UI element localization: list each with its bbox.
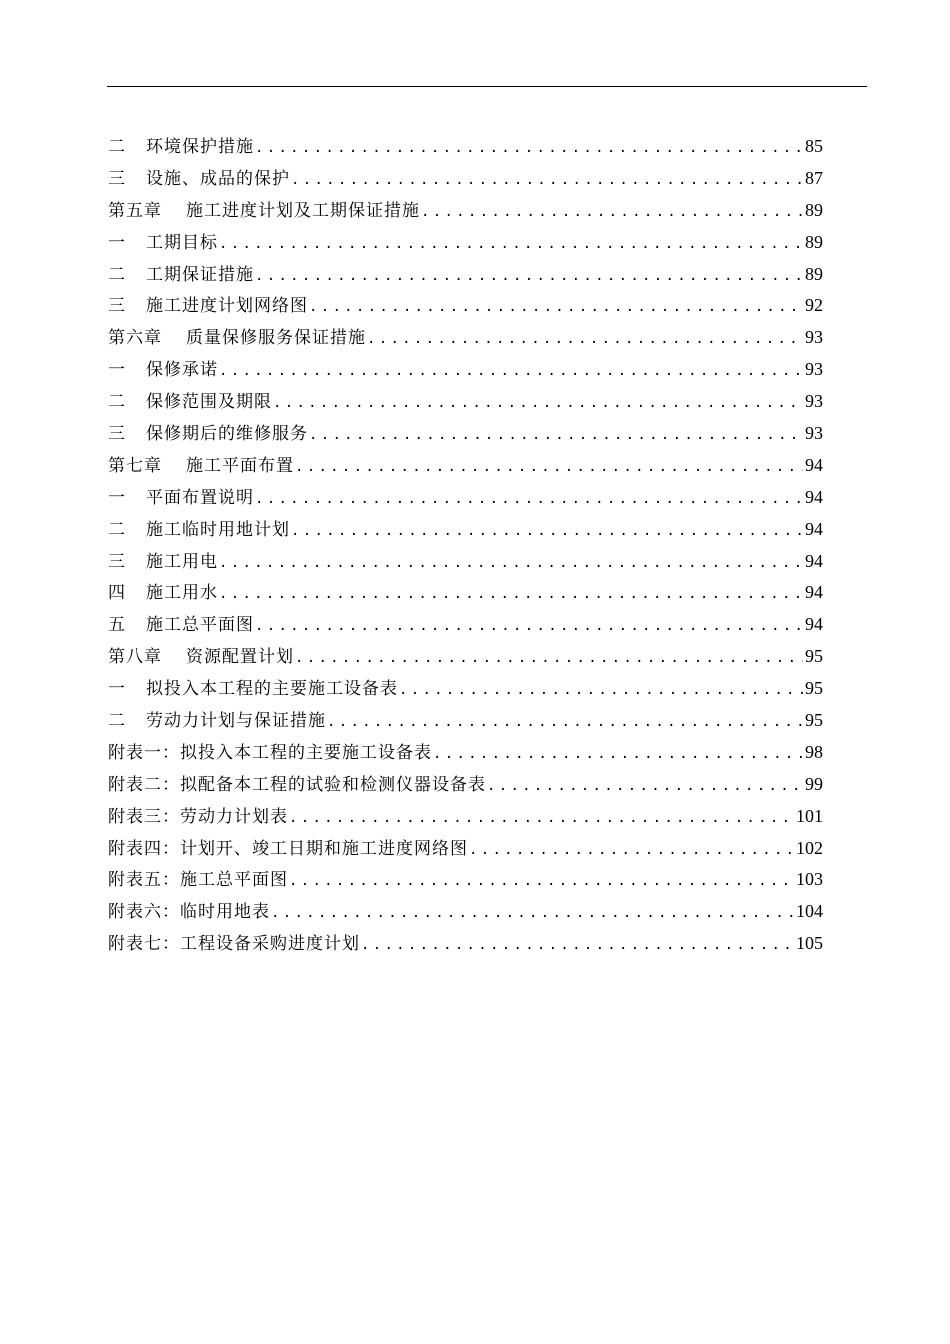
toc-number: 三 <box>108 296 126 317</box>
toc-page-number: 99 <box>805 773 823 794</box>
toc-leader-dots <box>295 452 803 482</box>
toc-leader-dots <box>421 197 803 227</box>
toc-page-number: 95 <box>805 710 823 731</box>
toc-chapter: 第五章 <box>108 200 162 221</box>
toc-page-number: 103 <box>796 869 823 890</box>
toc-leader-dots <box>309 292 803 322</box>
toc-leader-dots <box>219 356 803 386</box>
toc-number: 二 <box>108 264 126 285</box>
toc-chapter: 第八章 <box>108 647 162 668</box>
toc-entry[interactable] <box>108 482 823 514</box>
toc-page-number: 89 <box>805 231 823 252</box>
toc-leader-dots <box>399 675 803 705</box>
toc-title: 施工用电 <box>146 551 218 572</box>
toc-entry[interactable] <box>108 673 823 705</box>
toc-leader-dots <box>487 771 803 801</box>
toc-number: 四 <box>108 583 126 604</box>
toc-entry[interactable] <box>108 354 823 386</box>
toc-number: 一 <box>108 487 126 508</box>
toc-page-number: 89 <box>805 199 823 220</box>
toc-title: 平面布置说明 <box>146 487 254 508</box>
toc-label <box>108 164 290 195</box>
toc-entry[interactable] <box>108 609 823 641</box>
toc-leader-dots <box>255 261 803 291</box>
toc-appendix-entry[interactable] <box>108 769 823 801</box>
toc-leader-dots <box>361 930 794 960</box>
toc-number: 三 <box>108 551 126 572</box>
toc-entry[interactable] <box>108 290 823 322</box>
toc-label <box>108 578 218 609</box>
toc-label <box>108 706 326 737</box>
toc-leader-dots <box>273 388 803 418</box>
toc-entry[interactable] <box>108 514 823 546</box>
toc-title: 附表四：计划开、竣工日期和施工进度网络图 <box>108 838 468 859</box>
toc-page-number: 94 <box>805 550 823 571</box>
toc-title: 保修期后的维修服务 <box>146 424 308 445</box>
toc-number: 一 <box>108 679 126 700</box>
toc-chapter-entry[interactable] <box>108 641 823 673</box>
toc-page-number: 98 <box>805 741 823 762</box>
toc-page-number: 102 <box>796 837 823 858</box>
toc-page-number: 85 <box>805 136 823 156</box>
toc-label <box>108 419 308 450</box>
toc-page-number: 104 <box>796 901 823 922</box>
toc-number: 三 <box>108 424 126 445</box>
toc-appendix-entry[interactable] <box>108 801 823 833</box>
toc-leader-dots <box>291 516 803 546</box>
toc-number: 二 <box>108 711 126 732</box>
toc-page-number: 95 <box>805 678 823 699</box>
toc-page-number: 94 <box>805 582 823 603</box>
toc-page-number: 93 <box>805 327 823 348</box>
toc-leader-dots <box>255 484 803 514</box>
toc-label <box>108 196 420 227</box>
toc-page-number: 94 <box>805 614 823 635</box>
toc-title: 附表二：拟配备本工程的试验和检测仪器设备表 <box>108 774 486 795</box>
toc-entry[interactable] <box>108 259 823 291</box>
toc-title: 施工用水 <box>146 583 218 604</box>
toc-label <box>108 291 308 322</box>
header-rule <box>107 86 867 87</box>
toc-label <box>108 547 218 578</box>
toc-leader-dots <box>469 835 794 865</box>
toc-title: 保修范围及期限 <box>146 392 272 413</box>
toc-entry[interactable] <box>108 546 823 578</box>
toc-entry[interactable] <box>108 163 823 195</box>
toc-title: 施工进度计划网络图 <box>146 296 308 317</box>
toc-leader-dots <box>367 324 803 354</box>
toc-page-number: 87 <box>805 167 823 188</box>
toc-title: 施工平面布置 <box>186 455 294 476</box>
toc-number: 一 <box>108 360 126 381</box>
table-of-contents <box>108 131 823 960</box>
toc-entry[interactable] <box>108 131 823 163</box>
toc-leader-dots <box>289 866 794 896</box>
toc-title: 施工进度计划及工期保证措施 <box>186 200 420 221</box>
toc-page-number: 95 <box>805 646 823 667</box>
toc-page-number: 105 <box>796 933 823 954</box>
toc-title: 附表七：工程设备采购进度计划 <box>108 934 360 955</box>
toc-chapter: 第六章 <box>108 328 162 349</box>
toc-leader-dots <box>255 611 803 641</box>
toc-title: 附表三：劳动力计划表 <box>108 806 288 827</box>
toc-title: 附表五：施工总平面图 <box>108 870 288 891</box>
toc-title: 资源配置计划 <box>186 647 294 668</box>
toc-label <box>108 483 254 514</box>
toc-label <box>108 323 366 354</box>
toc-label <box>108 610 254 641</box>
toc-leader-dots <box>309 420 803 450</box>
toc-leader-dots <box>327 707 803 737</box>
toc-page-number: 94 <box>805 518 823 539</box>
toc-page-number: 93 <box>805 359 823 380</box>
toc-page-number: 93 <box>805 391 823 412</box>
toc-entry[interactable] <box>108 705 823 737</box>
toc-page-number: 94 <box>805 454 823 475</box>
toc-title: 劳动力计划与保证措施 <box>146 711 326 732</box>
toc-appendix-entry[interactable] <box>108 833 823 865</box>
toc-leader-dots <box>219 548 803 578</box>
toc-label <box>108 228 218 259</box>
toc-number: 二 <box>108 137 126 157</box>
toc-leader-dots <box>433 739 803 769</box>
toc-title: 附表六：临时用地表 <box>108 902 270 923</box>
toc-entry[interactable] <box>108 577 823 609</box>
toc-leader-dots <box>255 133 803 163</box>
toc-appendix-entry[interactable] <box>108 928 823 960</box>
toc-leader-dots <box>219 229 803 259</box>
toc-leader-dots <box>289 803 794 833</box>
toc-appendix-entry[interactable] <box>108 737 823 769</box>
toc-title: 工期目标 <box>146 232 218 253</box>
toc-number: 五 <box>108 615 126 636</box>
toc-number: 三 <box>108 168 126 189</box>
toc-label <box>108 387 272 418</box>
toc-label <box>108 515 290 546</box>
toc-page-number: 92 <box>805 295 823 316</box>
toc-chapter-entry[interactable] <box>108 450 823 482</box>
toc-title: 工期保证措施 <box>146 264 254 285</box>
toc-appendix-entry[interactable] <box>108 864 823 896</box>
toc-number: 一 <box>108 232 126 253</box>
toc-label <box>108 674 398 705</box>
toc-title: 施工总平面图 <box>146 615 254 636</box>
toc-page-number: 93 <box>805 423 823 444</box>
toc-chapter: 第七章 <box>108 455 162 476</box>
toc-chapter-entry[interactable] <box>108 322 823 354</box>
toc-title: 环境保护措施 <box>146 137 254 157</box>
toc-leader-dots <box>291 165 803 195</box>
toc-leader-dots <box>295 643 803 673</box>
toc-title: 设施、成品的保护 <box>146 168 290 189</box>
toc-entry[interactable] <box>108 227 823 259</box>
toc-entry[interactable] <box>108 386 823 418</box>
toc-title: 附表一：拟投入本工程的主要施工设备表 <box>108 742 432 763</box>
toc-label <box>108 355 218 386</box>
toc-page-number: 89 <box>805 263 823 284</box>
toc-label <box>108 451 294 482</box>
toc-title: 保修承诺 <box>146 360 218 381</box>
toc-page-number: 101 <box>796 805 823 826</box>
toc-title: 施工临时用地计划 <box>146 519 290 540</box>
toc-entry[interactable] <box>108 418 823 450</box>
toc-title: 拟投入本工程的主要施工设备表 <box>146 679 398 700</box>
toc-leader-dots <box>271 898 794 928</box>
toc-label <box>108 260 254 291</box>
toc-label <box>108 642 294 673</box>
toc-number: 二 <box>108 519 126 540</box>
toc-page-number: 94 <box>805 486 823 507</box>
toc-chapter-entry[interactable] <box>108 195 823 227</box>
toc-number: 二 <box>108 392 126 413</box>
toc-label <box>108 132 254 163</box>
toc-appendix-entry[interactable] <box>108 896 823 928</box>
toc-title: 质量保修服务保证措施 <box>186 328 366 349</box>
toc-leader-dots <box>219 579 803 609</box>
